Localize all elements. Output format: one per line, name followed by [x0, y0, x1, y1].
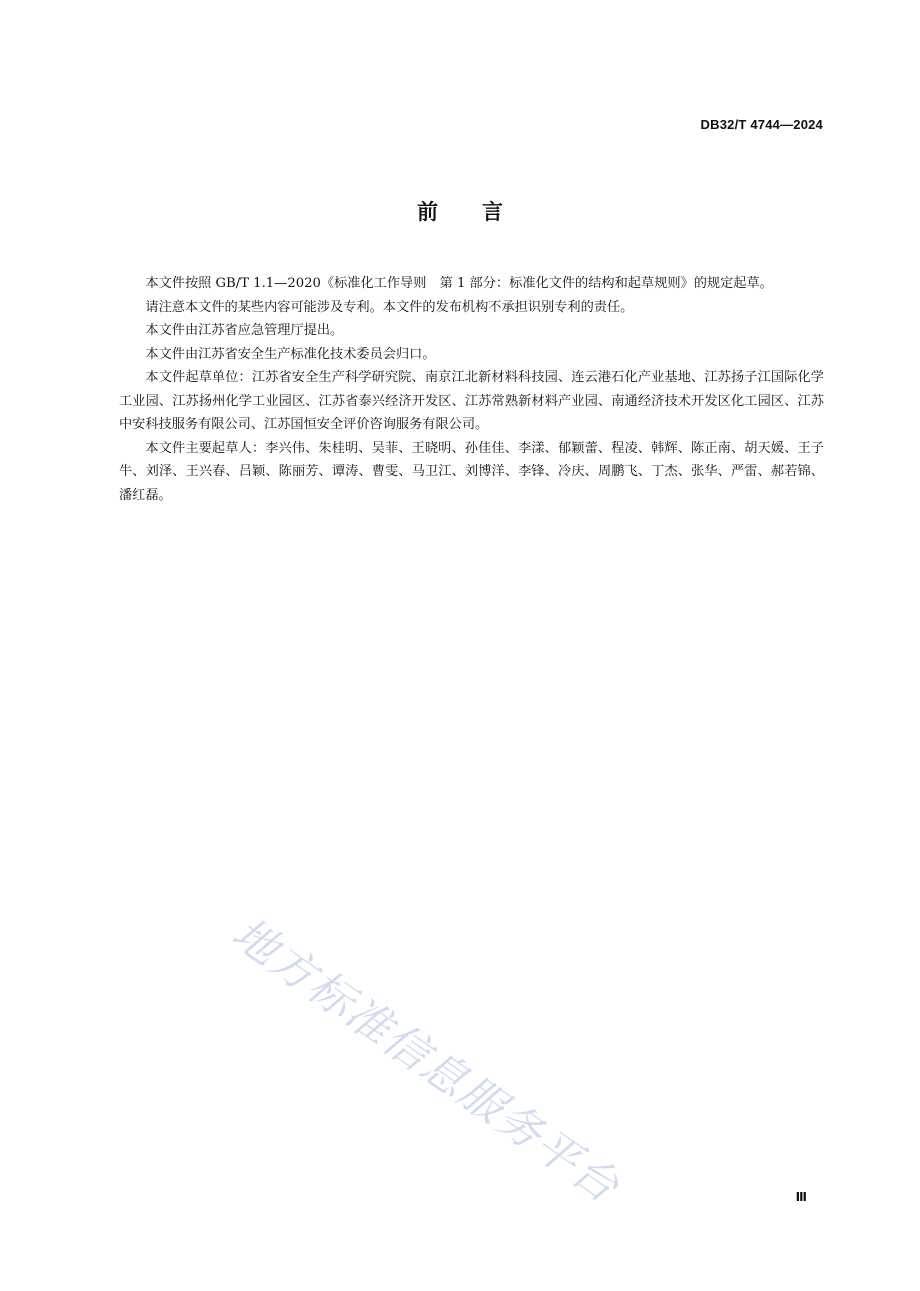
preface-paragraph: 本文件由江苏省应急管理厅提出。	[145, 323, 344, 338]
page-number: Ⅲ	[795, 1190, 807, 1204]
page-title: 前言	[417, 200, 547, 224]
preface-paragraph: 本文件由江苏省安全生产标准化技术委员会归口。	[145, 346, 436, 362]
preface-paragraph: 请注意本文件的某些内容可能涉及专利。本文件的发布机构不承担识别专利的责任。	[145, 299, 634, 315]
preface-body	[119, 272, 824, 507]
preface-paragraph: 本文件按照 GB/T 1.1—2020《标准化工作导则 第 1 部分：标准化文件的结构和起草规则》的规定起草。	[145, 276, 773, 291]
standard-code: DB32/T 4744—2024	[700, 117, 823, 132]
preface-paragraph: 本文件起草单位：江苏省安全生产科学研究院、南京江北新材料科技园、连云港石化产业基地、江苏扬子江国际化学工业园、江苏扬州化学工业园区、江苏省泰兴经济开发区、江苏常熟新材料产业园、南通经济技术开发区化工园区、江苏中安科技服务有限公司、江苏国恒安全评价咨询服务有限公司。	[119, 370, 824, 432]
preface-paragraph: 本文件主要起草人：李兴伟、朱桂明、吴菲、王晓明、孙佳佳、李漾、郁颖蕾、程凌、韩辉、陈正南、胡天媛、王子牛、刘泽、王兴春、吕颖、陈丽芳、谭涛、曹雯、马卫江、刘博洋、李锋、冷庆、周鹏飞、丁杰、张华、严雷、郝若锦、潘红磊。	[119, 440, 824, 503]
watermark: 地方标准信息服务平台	[222, 907, 629, 1214]
